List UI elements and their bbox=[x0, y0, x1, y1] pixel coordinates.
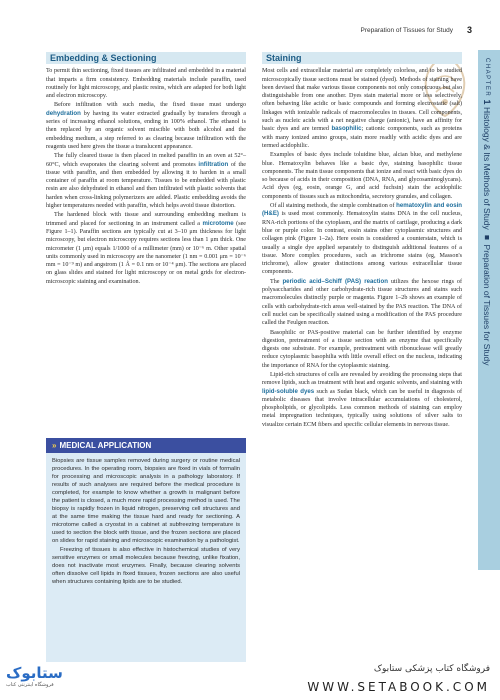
keyword: dehydration bbox=[46, 109, 81, 117]
setabook-logo bbox=[6, 664, 66, 696]
paragraph: Freezing of tissues is also effective in histochemical studies of very sensitive enzymes or small molecules because freezing, unlike fixation, does not inactivate most enzymes. Finally, because clearing solvents often dissolve cell lipids in fixed tissues, frozen sections are also useful when structures containing lipids are to be studied. bbox=[52, 547, 240, 585]
store-name: فروشگاه کتاب پزشکی ستابوک bbox=[373, 664, 490, 674]
tab-separator: ■ bbox=[482, 232, 492, 245]
section-heading-staining: Staining bbox=[262, 52, 462, 64]
left-column bbox=[46, 52, 246, 287]
paragraph: To permit thin sectioning, fixed tissues are infiltrated and embedded in a material that imparts a firm consistency. Embedding materials include paraffin, used routinely for light microscopy, and plastic resins, which are adapted for both light and electron microscopy. bbox=[46, 68, 246, 100]
tab-section-title: Preparation of Tissues for Study bbox=[482, 244, 492, 366]
double-chevron-icon: » bbox=[52, 441, 57, 450]
running-head-title: Preparation of Tissues for Study bbox=[360, 26, 453, 34]
paragraph: Biopsies are tissue samples removed during surgery or routine medical procedures. In the operating room, biopsies are fixed in vials of formalin for processing and microscopic analysis in a pathology laboratory. If results of such analyses are required before the medical procedure is completed, for example to know whether a growth is malignant before the patient is closed, a much more rapid processing method is used. The biopsy is rapidly frozen in liquid nitrogen, preserving cell structures and at the same time making the tissue hard and ready for sectioning. A microtome called a cryostat in a cabinet at subfreezing temperature is used to section the block with tissue, and the frozen sections are placed on slides for rapid staining and microscopic examination by a pathologist. bbox=[52, 458, 240, 544]
paragraph: Basophilic or PAS-positive material can be further identified by enzyme digestion, pretreatment of a tissue section with an enzyme that specifically digests one substrate. For example, pretreatment with ribonuclease will greatly reduce cytoplasmic basophilia with little overall effect on the nucleus, indicating the importance of RNA for the cytoplasmic staining. bbox=[262, 329, 462, 369]
keyword: microtome bbox=[202, 219, 234, 227]
paragraph: Lipid-rich structures of cells are revealed by avoiding the processing steps that remove lipids, such as treatment with heat and organic solvents, and staining with lipid-soluble dyes such as Sudan black, which can be useful in diagnosis of metabolic diseases that involve intracellular accumulations of cholesterol, phospholipids, or glycolipids. Less common methods of staining can employ metal impregnation techniques, typically using solutions of silver salts to visualize certain ECM fibers and specific cellular elements in nervous tissue. bbox=[262, 371, 462, 428]
paragraph: The hardened block with tissue and surrounding embedding medium is trimmed and placed for sectioning in an instrument called a microtome (see Figure 1–1). Paraffin sections are typically cut at 3–10 μm thickness for light microscopy, but electron microscopy requires sections less than 1 μm thick. One micrometer (1 μm) equals 1/1000 of a millimeter (mm) or 10⁻⁶ m. Other spatial units commonly used in microscopy are the nanometer (1 nm = 0.001 μm = 10⁻⁶ mm = 10⁻⁹ m) and angstrom (1 Å = 0.1 nm or 10⁻⁴ μm). The sections are placed on glass slides and stained for light microscopy or on metal grids for electron-microscopic staining and examination. bbox=[46, 212, 246, 285]
thumb-tab-text bbox=[482, 58, 492, 365]
page-number: 3 bbox=[466, 25, 472, 35]
keyword: basophilic bbox=[331, 125, 362, 133]
paragraph: Before infiltration with such media, the fixed tissue must undergo dehydration by having its water extracted gradually by transfers through a series of increasing ethanol solutions, ending in 100% ethanol. The ethanol is then replaced by an organic solvent miscible with both alcohol and the embedding medium, a step referred to as clearing because infiltration with the reagents used here gives the tissue a translucent appearance. bbox=[46, 102, 246, 150]
tab-chapter-title: Histology & Its Methods of Study bbox=[482, 106, 492, 230]
logo-mark: ستابوک bbox=[6, 664, 63, 682]
paragraph: Of all staining methods, the simple combination of hematoxylin and eosin (H&E) is used most commonly. Hematoxylin stains DNA in the cell nucleus, RNA-rich portions of the cytoplasm, and the matrix of cartilage, producing a dark blue or purple color. In contrast, eosin stains other cytoplasmic structures and collagen pink (Figure 1–2a). Here eosin is considered a counterstain, which is usually a single dye applied separately to distinguish additional features of a tissue. More complex procedures, such as trichrome stains (eg, Masson's trichrome), allow greater distinctions among various extracellular tissue components. bbox=[262, 202, 462, 276]
chapter-thumb-tab bbox=[478, 50, 500, 570]
medical-application-heading: » MEDICAL APPLICATION bbox=[46, 438, 246, 453]
tab-chapter-number: 1 bbox=[482, 99, 492, 105]
medical-application-box bbox=[46, 438, 246, 670]
logo-subtext: فروشگاه اینترنتی کتاب bbox=[6, 682, 54, 688]
tab-chapter-label: CHAPTER bbox=[484, 58, 490, 98]
keyword: lipid-soluble dyes bbox=[262, 387, 315, 395]
running-head bbox=[0, 22, 472, 38]
section-heading-embedding: Embedding & Sectioning bbox=[46, 52, 246, 64]
paragraph: The periodic acid–Schiff (PAS) reaction utilizes the hexose rings of polysaccharides and other carbohydrate-rich tissue structures and stains such macromolecules distinctly purple or magenta. Figure 1–2b shows an example of cells with carbohydrate-rich areas well-stained by the PAS reaction. The DNA of cell nuclei can be specifically stained using a modification of the PAS procedure called the Feulgen reaction. bbox=[262, 277, 462, 327]
store-url: WWW.SETABOOK.COM bbox=[307, 680, 490, 694]
keyword: infiltration bbox=[198, 160, 229, 168]
medical-application-body bbox=[46, 453, 246, 591]
right-column bbox=[262, 52, 462, 430]
keyword: periodic acid–Schiff (PAS) reaction bbox=[282, 277, 388, 285]
paragraph: The fully cleared tissue is then placed in melted paraffin in an oven at 52°–60°C, which evaporates the clearing solvent and promotes infiltration of the tissue with paraffin, and then embedded by allowing it to harden in a small container of paraffin at room temperature. Tissues to be embedded with plastic resin are also dehydrated in ethanol and then infiltrated with plastic solvents that harden when cross-linking polymerizers are added. Plastic embedding avoids the higher temperatures needed with paraffin, which helps avoid tissue distortion. bbox=[46, 153, 246, 210]
keyword: hematoxylin and eosin (H&E) bbox=[262, 202, 462, 218]
paragraph: Most cells and extracellular material are completely colorless, and to be studied microscopically tissue sections must be stained (dyed). Methods of staining have been devised that make various tissue components not only conspicuous but also distinguishable from one another. Dyes stain material more or less selectively, often behaving like acidic or basic compounds and forming electrostatic (salt) linkages with ionizable radicals of macromolecules in tissues. Cell components, such as nucleic acids with a net negative charge (anionic), have an affinity for basic dyes and are termed basophilic; cationic components, such as proteins with many ionized amino groups, stain more readily with acidic dyes and are termed acidophilic. bbox=[262, 68, 462, 149]
paragraph: Examples of basic dyes include toluidine blue, alcian blue, and methylene blue. Hematoxylin behaves like a basic dye, staining basophilic tissue components. The main tissue components that ionize and react with basic dyes do so because of acids in their composition (DNA, RNA, and glycosaminoglycans). Acid dyes (eg, eosin, orange G, and acid fuchsin) stain the acidophilic components of tissues such as mitochondria, secretory granules, and collagen. bbox=[262, 152, 462, 200]
